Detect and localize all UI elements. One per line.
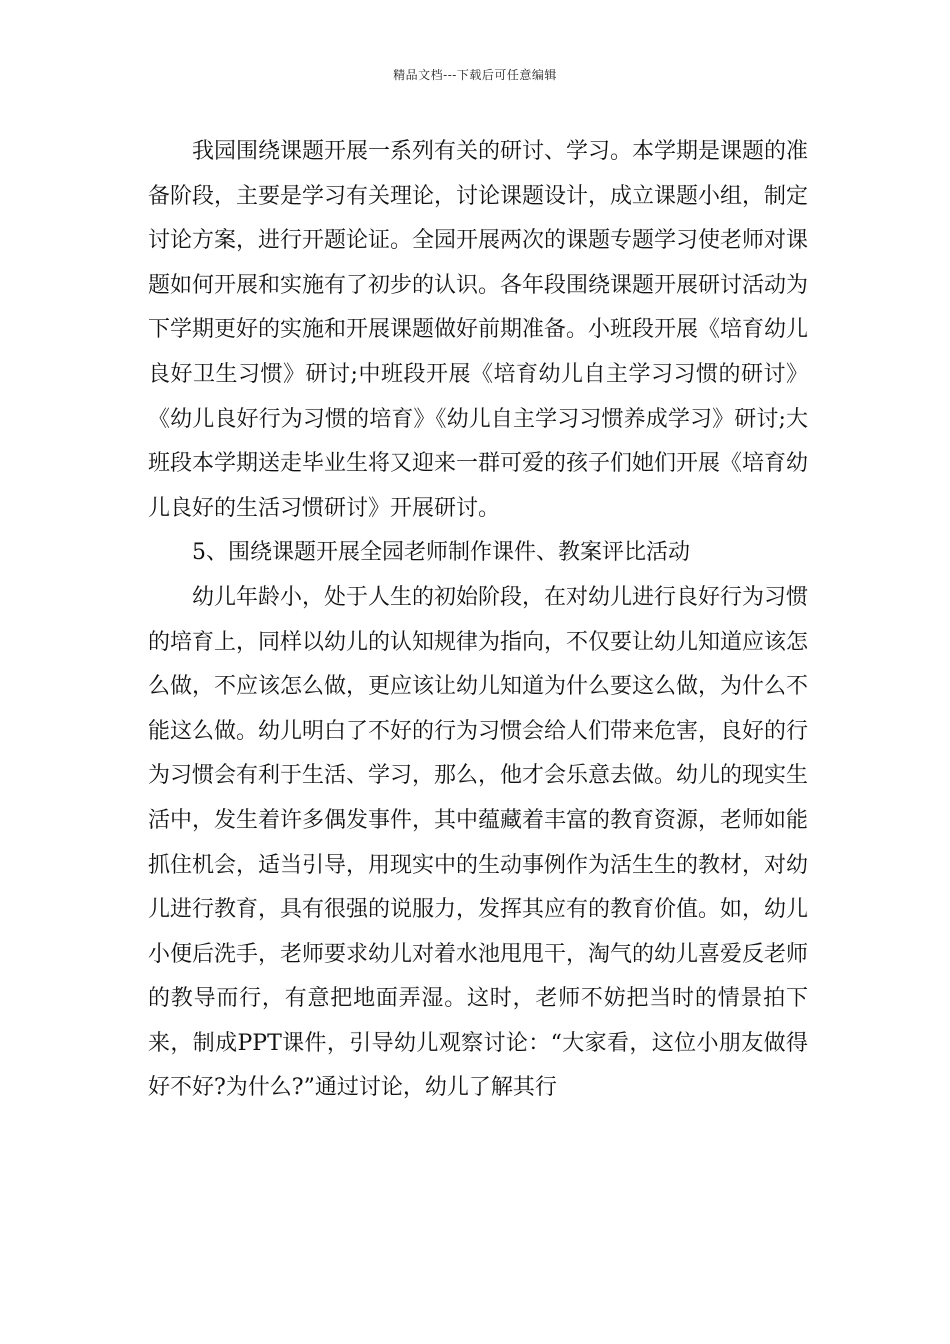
paragraph-courseware-contest: 5、围绕课题开展全园老师制作课件、教案评比活动 [192, 540, 690, 566]
page-header: 精品文档---下载后可任意编辑 [393, 68, 557, 82]
document-body [148, 130, 808, 1111]
paragraph-behavior-habits: 幼儿年龄小，处于人生的初始阶段，在对幼儿进行良好行为习惯的培育上，同样以幼儿的认知规律为指向，不仅要让幼儿知道应该怎么做，不应该怎么做，更应该让幼儿知道为什么要这么做，为什么不能这么做。幼儿明白了不好的行为习惯会给人们带来危害，良好的行为习惯会有利于生活、学习，那么，他才会乐意去做。幼儿的现实生活中，发生着许多偶发事件，其中蕴藏着丰富的教育资源，老师如能抓住机会，适当引导，用现实中的生动事例作为活生生的教材，对幼儿进行教育，具有很强的说服力，发挥其应有的教育价值。如，幼儿小便后洗手，老师要求幼儿对着水池甩甩干，淘气的幼儿喜爱反老师的教导而行，有意把地面弄湿。这时，老师不妨把当时的情景拍下来，制成PPT课件，引导幼儿观察讨论：“大家看，这位小朋友做得好不好?为什么?”通过讨论，幼儿了解其行 [148, 584, 809, 1101]
paragraph-research-activities: 我园围绕课题开展一系列有关的研讨、学习。本学期是课题的准备阶段，主要是学习有关理论，讨论课题设计，成立课题小组，制定讨论方案，进行开题论证。全园开展两次的课题专题学习使老师对课题如何开展和实施有了初步的认识。各年段围绕课题开展研讨活动为下学期更好的实施和开展课题做好前期准备。小班段开展《培育幼儿良好卫生习惯》研讨;中班段开展《培育幼儿自主学习习惯的研讨》《幼儿良好行为习惯的培育》《幼儿自主学习习惯养成学习》研讨;大班段本学期送走毕业生将又迎来一群可爱的孩子们她们开展《培育幼儿良好的生活习惯研讨》开展研讨。 [148, 139, 809, 521]
